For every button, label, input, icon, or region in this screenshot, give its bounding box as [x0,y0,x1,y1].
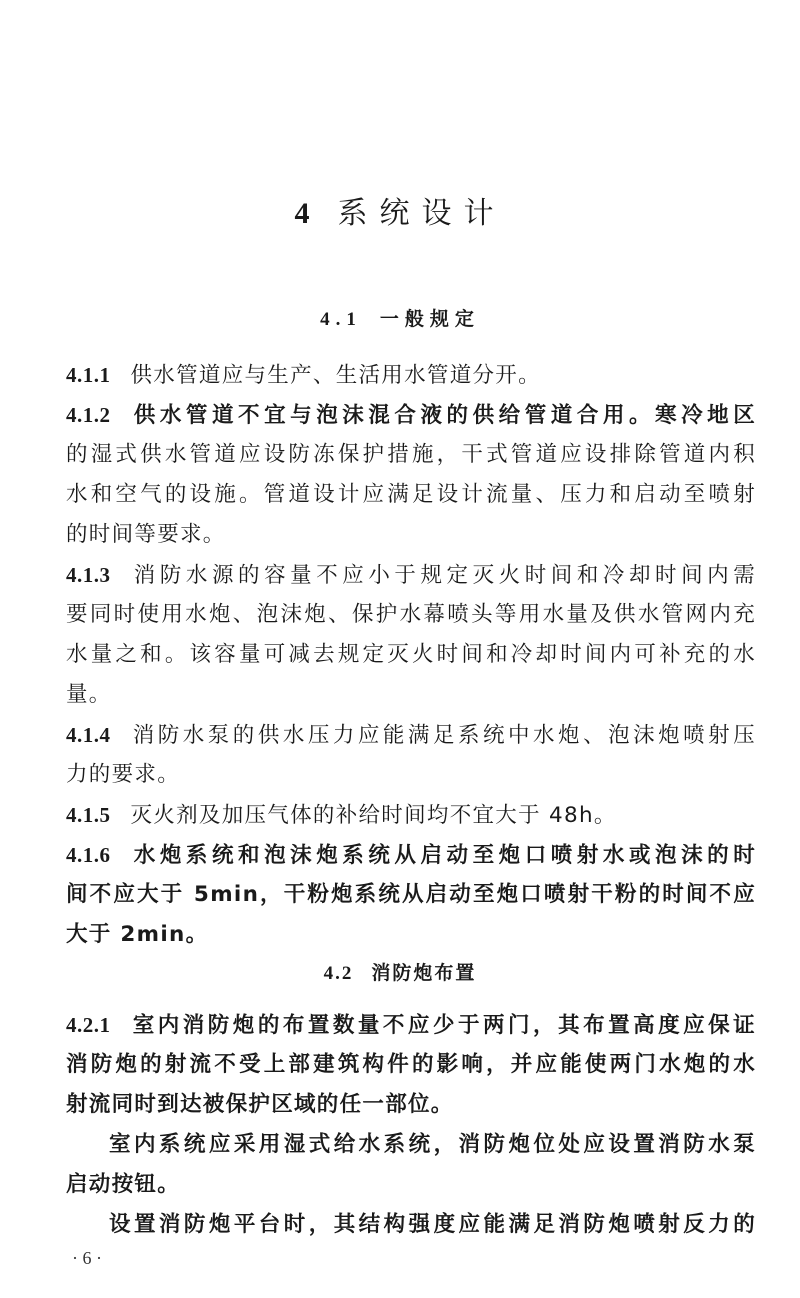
clause-text: 消防水泵的供水压力应能满足系统中水炮、泡沫炮喷射压 [130,723,756,748]
clause-4-1-6 [66,835,756,875]
text-line [66,755,756,795]
clause-number: 4.1.5 [66,803,111,827]
section-heading-4-2 [0,958,800,985]
clause-number: 4.1.2 [66,403,111,427]
section-number: 4.2 [323,963,354,984]
paragraph-line [66,1205,756,1245]
clause-4-1-5 [66,795,756,835]
clause-4-1-4 [66,715,756,755]
clause-4-1-2 [66,395,756,435]
clause-text: 灭火剂及加压气体的补给时间均不宜大于 48h。 [130,803,617,828]
line-text: 启动按钮。 [66,1172,181,1197]
clause-number: 4.1.6 [66,843,111,867]
line-text: 大于 2min。 [66,922,209,947]
text-line [66,915,756,955]
line-text: 射流同时到达被保护区域的任一部位。 [66,1092,454,1117]
section-number: 4.1 [320,309,362,330]
text-line [66,1085,756,1125]
line-text: 水量之和。该容量可减去规定灭火时间和冷却时间内可补充的水 [66,642,756,667]
line-text: 的时间等要求。 [66,522,226,547]
line-text: 水和空气的设施。管道设计应满足设计流量、压力和启动至喷射 [66,482,756,507]
line-text: 室内系统应采用湿式给水系统，消防炮位处应设置消防水泵 [109,1132,756,1157]
clause-number: 4.2.1 [66,1013,111,1037]
text-line [66,675,756,715]
section-heading-4-1 [0,304,800,331]
line-text: 间不应大于 5min，干粉炮系统从启动至炮口喷射干粉的时间不应 [66,882,756,907]
text-line [66,475,756,515]
text-line [66,875,756,915]
clause-4-1-1 [66,355,756,395]
clause-text: 消防水源的容量不应小于规定灭火时间和冷却时间内需 [130,563,756,588]
clause-text: 水炮系统和泡沫炮系统从启动至炮口喷射水或泡沫的时 [130,843,756,868]
chapter-number: 4 [294,197,322,230]
clause-text: 室内消防炮的布置数量不应少于两门，其布置高度应保证 [130,1013,756,1038]
line-text: 量。 [66,682,112,707]
paragraph-line [66,1125,756,1165]
section-title-text: 一般规定 [379,308,480,330]
text-line [66,1165,756,1205]
chapter-title-text: 系统设计 [337,196,506,231]
text-line [66,435,756,475]
text-line [66,635,756,675]
line-text: 消防炮的射流不受上部建筑构件的影响，并应能使两门水炮的水 [66,1052,756,1077]
clause-4-1-3 [66,555,756,595]
line-text: 力的要求。 [66,762,181,787]
text-line [66,595,756,635]
clause-text: 供水管道应与生产、生活用水管道分开。 [130,363,541,388]
clause-number: 4.1.3 [66,563,111,587]
clause-4-2-1 [66,1005,756,1045]
clause-number: 4.1.1 [66,363,111,387]
line-text: 的湿式供水管道应设防冻保护措施，干式管道应设排除管道内积 [66,442,756,467]
clause-text: 供水管道不宜与泡沫混合液的供给管道合用。寒冷地区 [130,403,756,428]
line-text: 设置消防炮平台时，其结构强度应能满足消防炮喷射反力的 [109,1212,756,1237]
section-title-text: 消防炮布置 [371,962,477,984]
clause-number: 4.1.4 [66,723,111,747]
text-line [66,515,756,555]
page-number: · 6 · [72,1248,102,1268]
chapter-title [0,188,800,232]
text-line [66,1045,756,1085]
line-text: 要同时使用水炮、泡沫炮、保护水幕喷头等用水量及供水管网内充 [66,602,756,627]
